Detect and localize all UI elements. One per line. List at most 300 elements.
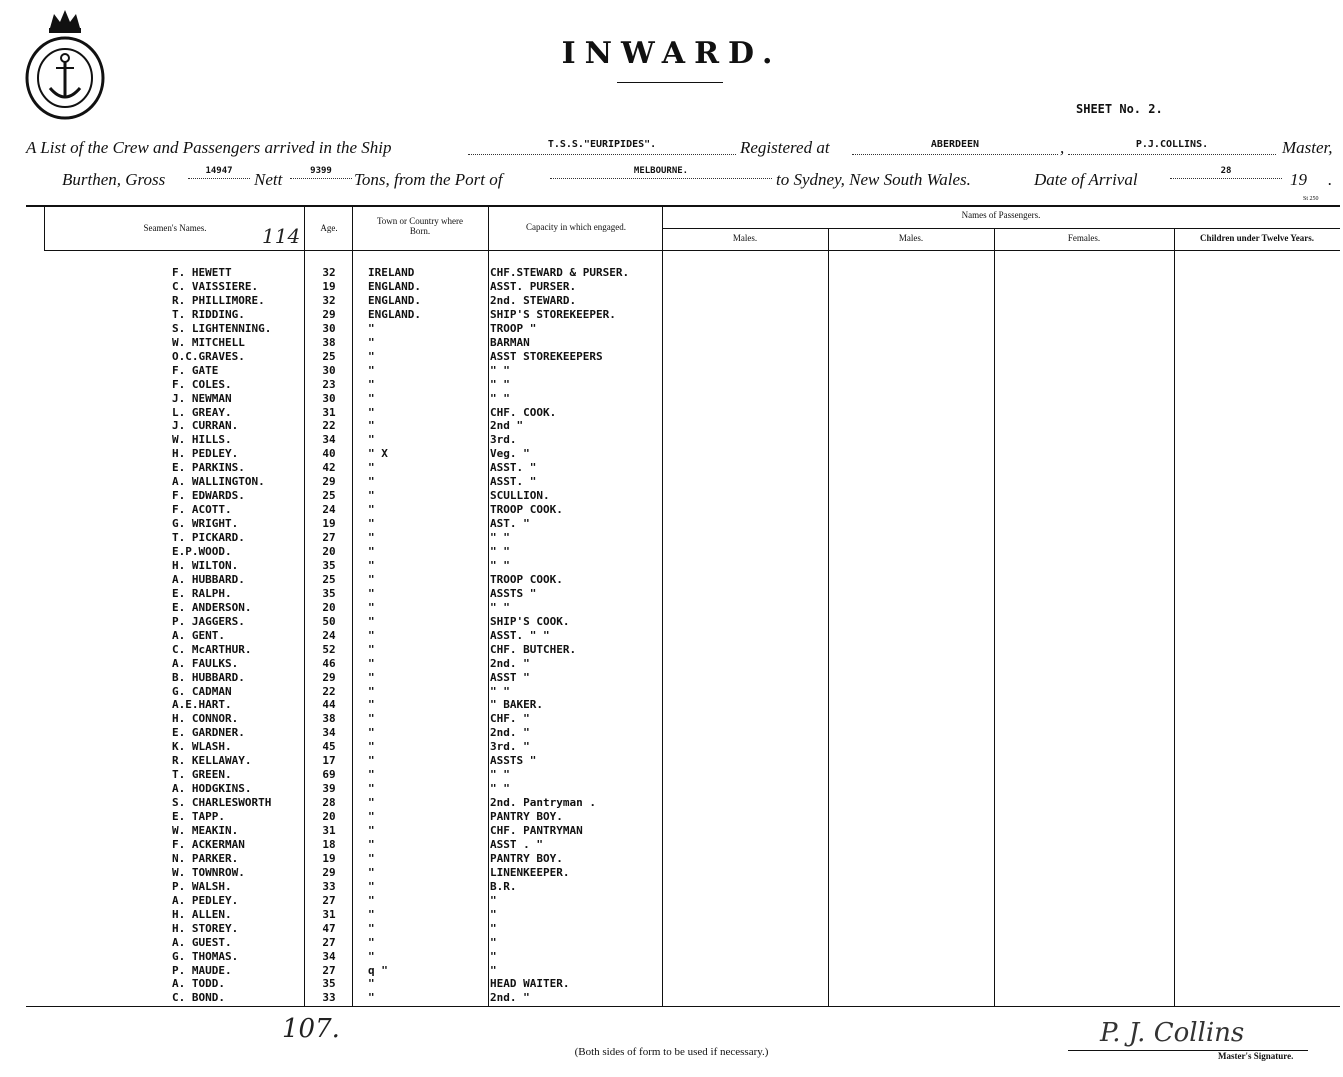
crew-age: 24 [322,628,336,642]
handwritten-count-header: 114 [262,224,301,248]
table-row [0,977,1343,991]
crew-capacity: " " [490,558,510,572]
crew-age: 30 [322,363,336,377]
table-row [0,950,1343,964]
crew-age: 42 [322,461,336,475]
crew-name: W. MITCHELL [172,335,245,349]
registered-label: Registered at [740,138,830,157]
crew-birthplace: " [368,391,375,405]
header-females: Females. [1067,233,1101,243]
crew-name: A. FAULKS. [172,656,239,670]
crew-age: 27 [322,935,336,949]
crew-capacity: Veg. " [490,447,530,461]
crew-capacity: ASST STOREKEEPERS [490,349,603,363]
crew-capacity: ASST . " [490,837,543,851]
table-row [0,852,1343,866]
list-prefix-label: A List of the Crew and Passengers arrived in the Ship [26,138,392,157]
crew-birthplace: " [368,572,375,586]
crew-capacity: " [490,935,497,949]
crew-age: 38 [322,335,336,349]
crew-name: S. CHARLESWORTH [172,796,272,810]
crew-birthplace: " [368,740,375,754]
table-row [0,587,1343,601]
crew-name: A.E.HART. [172,698,232,712]
crew-name: R. PHILLIMORE. [172,293,265,307]
col-divider-left-edge [44,207,45,250]
header-passenger-names: Names of Passengers. [961,210,1041,220]
crew-name: C. McARTHUR. [172,642,252,656]
table-row [0,782,1343,796]
crew-capacity: 2nd. " [490,991,530,1005]
crew-age: 22 [322,419,336,433]
crew-name: W. MEAKIN. [172,824,239,837]
crew-capacity: " " [490,545,510,558]
table-row [0,503,1343,517]
crew-capacity: 2nd. STEWARD. [490,293,577,307]
crew-birthplace: " [368,684,375,698]
crew-birthplace: " [368,754,375,768]
crew-age: 35 [322,977,336,991]
registered-at-field: ABERDEEN [852,138,1058,155]
table-row [0,796,1343,810]
table-row [0,573,1343,587]
crew-birthplace: " [368,782,375,796]
table-row [0,531,1343,545]
crew-birthplace: " [368,531,375,545]
crew-name: A. HODGKINS. [172,782,252,796]
crew-capacity: CHF. COOK. [490,405,557,419]
crew-birthplace: " [368,656,375,670]
crew-name: P. MAUDE. [172,963,232,977]
crew-birthplace: " [368,586,375,600]
table-row [0,559,1343,573]
table-row [0,433,1343,447]
crew-age: 29 [322,865,336,879]
crew-name: F. ACOTT. [172,503,232,517]
crew-age: 47 [322,921,336,935]
crew-age: 31 [322,405,336,419]
crew-age: 69 [322,768,336,782]
form-code: St 250 [1303,196,1319,202]
crew-capacity: " [490,907,497,921]
to-sydney-label: to Sydney, New South Wales. [776,170,971,189]
crew-birthplace: " [368,545,375,558]
crew-name: K. WLASH. [172,740,232,754]
crew-capacity: PANTRY BOY. [490,810,563,824]
crew-age: 39 [322,782,336,796]
crew-capacity: 2nd " [490,419,524,433]
crew-birthplace: " [368,517,375,531]
crew-name: L. GREAY. [172,405,232,419]
crew-name: E. PARKINS. [172,461,245,475]
master-label: Master, [1282,138,1333,157]
crew-name: H. STOREY. [172,921,239,935]
table-row [0,880,1343,894]
crew-capacity: ASST. " [490,461,537,475]
crew-name: R. KELLAWAY. [172,754,252,768]
crew-name: A. PEDLEY. [172,893,239,907]
signature-label: Master's Signature. [1218,1051,1294,1061]
crew-name: F. EDWARDS. [172,489,245,503]
crew-name: A. HUBBARD. [172,572,245,586]
table-row [0,838,1343,852]
crew-capacity: " " [490,531,510,545]
crew-age: 18 [322,837,336,851]
crew-name: E.P.WOOD. [172,545,232,558]
crew-capacity: 3rd. [490,433,517,447]
table-row [0,908,1343,922]
header-age: Age. [320,223,338,233]
date-of-arrival-label: Date of Arrival [1034,170,1138,189]
crew-age: 50 [322,614,336,628]
crew-capacity: " BAKER. [490,698,543,712]
crew-age: 34 [322,726,336,740]
crew-age: 30 [322,391,336,405]
crew-age: 31 [322,824,336,837]
crew-birthplace: " [368,712,375,726]
crew-capacity: " [490,893,497,907]
crew-age: 19 [322,851,336,865]
table-row [0,322,1343,336]
crew-capacity: ASST " [490,670,530,684]
table-row [0,419,1343,433]
crew-age: 33 [322,879,336,893]
table-bottom-rule [26,1006,1340,1007]
crew-birthplace: " [368,907,375,921]
sheet-number: SHEET No. 2. [1076,102,1163,116]
table-row [0,294,1343,308]
crew-capacity: TROOP " [490,321,537,335]
crew-birthplace: " [368,670,375,684]
crew-birthplace: " [368,642,375,656]
crew-name: F. ACKERMAN [172,837,245,851]
master-name-field: P.J.COLLINS. [1068,138,1276,155]
table-row [0,712,1343,726]
handwritten-count-footer: 107. [282,1014,340,1044]
crew-name: H. ALLEN. [172,907,232,921]
crew-birthplace: " [368,503,375,517]
passenger-subheader-rule [662,228,1340,229]
table-row [0,922,1343,936]
table-row [0,447,1343,461]
crew-birthplace: " [368,824,375,837]
gross-tonnage-field: 14947 [188,166,250,179]
crew-capacity: LINENKEEPER. [490,865,570,879]
crew-capacity: " " [490,768,510,782]
crew-capacity: 2nd. Pantryman . [490,796,596,810]
crew-age: 20 [322,810,336,824]
crew-birthplace: " [368,419,375,433]
crew-age: 32 [322,293,336,307]
crew-capacity: ASST. PURSER. [490,279,577,293]
crew-birthplace: " [368,768,375,782]
crew-name: W. TOWNROW. [172,865,245,879]
crew-capacity: CHF. BUTCHER. [490,642,577,656]
crew-birthplace: q " [368,963,388,977]
crew-birthplace: " [368,475,375,489]
crew-birthplace: " [368,949,375,963]
crew-birthplace: " [368,628,375,642]
crew-name: O.C.GRAVES. [172,349,245,363]
crew-age: 28 [322,796,336,810]
crew-capacity: " " [490,782,510,796]
crew-age: 24 [322,503,336,517]
crew-birthplace: " [368,698,375,712]
crew-name: P. WALSH. [172,879,232,893]
table-row [0,601,1343,615]
table-row [0,280,1343,294]
tons-from-port-label: Tons, from the Port of [354,170,503,189]
crew-name: H. WILTON. [172,558,239,572]
crew-age: 33 [322,991,336,1005]
crew-age: 32 [322,266,336,279]
crew-age: 27 [322,893,336,907]
crew-birthplace: " [368,377,375,391]
crew-name: T. PICKARD. [172,531,245,545]
crew-birthplace: " [368,837,375,851]
crew-name: A. GENT. [172,628,225,642]
crew-age: 19 [322,279,336,293]
comma-separator: , [1060,138,1065,157]
crew-capacity: CHF.STEWARD & PURSER. [490,266,630,279]
crew-birthplace: " [368,810,375,824]
crew-age: 25 [322,572,336,586]
crew-birthplace: " [368,879,375,893]
crew-capacity: 3rd. " [490,740,530,754]
crew-age: 34 [322,949,336,963]
crew-age: 30 [322,321,336,335]
crew-age: 25 [322,489,336,503]
table-top-rule [26,205,1340,207]
crew-name: E. RALPH. [172,586,232,600]
crew-age: 27 [322,963,336,977]
table-row [0,768,1343,782]
crew-capacity: AST. " [490,517,530,531]
crew-name: H. PEDLEY. [172,447,239,461]
nett-tonnage-field: 9399 [290,166,352,179]
crew-birthplace: " [368,405,375,419]
crew-name: G. THOMAS. [172,949,239,963]
footer-note: (Both sides of form to be used if necessary.) [574,1046,769,1058]
crew-birthplace: " [368,935,375,949]
burthen-gross-label: Burthen, Gross [62,170,166,189]
table-row [0,364,1343,378]
table-row [0,657,1343,671]
table-row [0,489,1343,503]
table-row [0,894,1343,908]
table-row [0,726,1343,740]
crew-capacity: TROOP COOK. [490,572,563,586]
crew-birthplace: ENGLAND. [368,293,421,307]
crew-name: A. WALLINGTON. [172,475,265,489]
header-seamen-names: Seamen's Names. [143,223,207,233]
crew-age: 35 [322,586,336,600]
crew-age: 29 [322,307,336,321]
crew-name: P. JAGGERS. [172,614,245,628]
crew-capacity: ASST. " [490,475,537,489]
crew-birthplace: " [368,363,375,377]
crew-name: A. TODD. [172,977,225,991]
table-row [0,517,1343,531]
crew-capacity: TROOP COOK. [490,503,563,517]
crew-name: C. BOND. [172,991,225,1005]
crew-age: 46 [322,656,336,670]
table-row [0,378,1343,392]
table-row [0,336,1343,350]
crew-age: 45 [322,740,336,754]
crew-birthplace: " [368,921,375,935]
crew-age: 19 [322,517,336,531]
crew-age: 44 [322,698,336,712]
crew-capacity: SHIP'S COOK. [490,614,570,628]
crew-name: W. HILLS. [172,433,232,447]
header-capacity: Capacity in which engaged. [526,222,626,232]
crew-capacity: " " [490,377,510,391]
table-row [0,350,1343,364]
nett-label: Nett [254,170,283,189]
table-row [0,392,1343,406]
crew-name: S. LIGHTENNING. [172,321,272,335]
crew-capacity: ASSTS " [490,586,537,600]
table-row [0,754,1343,768]
crew-capacity: CHF. " [490,712,530,726]
crew-capacity: 2nd. " [490,726,530,740]
crew-capacity: SHIP'S STOREKEEPER. [490,307,616,321]
table-row [0,308,1343,322]
table-row [0,991,1343,1005]
header-line-1 [0,138,1343,160]
crew-birthplace: ENGLAND. [368,279,421,293]
crew-name: N. PARKER. [172,851,239,865]
crew-capacity: ASST. " " [490,628,550,642]
crew-birthplace: " [368,614,375,628]
crew-name: G. WRIGHT. [172,517,239,531]
table-row [0,406,1343,420]
crew-capacity: " " [490,363,510,377]
crew-birthplace: " [368,461,375,475]
crew-capacity: BARMAN [490,335,530,349]
crew-name: T. GREEN. [172,768,232,782]
crew-birthplace: " X [368,447,388,461]
form-title: INWARD. [561,36,782,71]
crew-birthplace: " [368,433,375,447]
table-row [0,824,1343,838]
crew-name: G. CADMAN [172,684,232,698]
crew-capacity: " " [490,391,510,405]
crew-birthplace: " [368,335,375,349]
crew-birthplace: " [368,851,375,865]
line-end-dot: . [1328,170,1333,189]
crew-age: 38 [322,712,336,726]
table-row [0,936,1343,950]
table-row [0,643,1343,657]
crew-age: 29 [322,670,336,684]
crew-capacity: " [490,949,497,963]
crew-age: 29 [322,475,336,489]
table-row [0,698,1343,712]
crew-name: J. CURRAN. [172,419,239,433]
crew-age: 27 [322,531,336,545]
crew-name: E. GARDNER. [172,726,245,740]
crew-birthplace: " [368,796,375,810]
arrival-year: 19 [1290,170,1307,189]
crew-name: J. NEWMAN [172,391,232,405]
table-row [0,740,1343,754]
crew-age: 17 [322,754,336,768]
crew-name: F. HEWETT [172,266,232,279]
crew-age: 31 [322,907,336,921]
crew-age: 23 [322,377,336,391]
crew-age: 20 [322,600,336,614]
table-row [0,475,1343,489]
table-row [0,685,1343,699]
crew-birthplace: " [368,321,375,335]
crew-birthplace: " [368,977,375,991]
crew-age: 34 [322,433,336,447]
header-line-2 [0,166,1343,192]
table-row [0,629,1343,643]
crew-name: F. COLES. [172,377,232,391]
crew-name: H. CONNOR. [172,712,239,726]
crew-age: 52 [322,642,336,656]
crew-name: T. RIDDING. [172,307,245,321]
crew-birthplace: " [368,349,375,363]
table-row [0,545,1343,559]
crew-name: B. HUBBARD. [172,670,245,684]
crew-capacity: " [490,963,497,977]
crew-name: E. TAPP. [172,810,225,824]
table-row [0,866,1343,880]
table-row [0,266,1343,280]
crew-birthplace: " [368,489,375,503]
crew-birthplace: IRELAND [368,266,415,279]
crew-birthplace: ENGLAND. [368,307,421,321]
crew-name: F. GATE [172,363,219,377]
crew-capacity: B.R. [490,879,517,893]
table-row [0,615,1343,629]
table-row [0,671,1343,685]
departure-port-field: MELBOURNE. [550,166,772,179]
crew-capacity: " " [490,684,510,698]
table-header-bottom-rule [44,250,1340,251]
ship-name-field: T.S.S."EURIPIDES". [468,138,736,155]
crew-age: 40 [322,447,336,461]
crew-capacity: 2nd. " [490,656,530,670]
crew-capacity: " [490,921,497,935]
crew-capacity: " " [490,600,510,614]
crew-capacity: HEAD WAITER. [490,977,570,991]
crew-age: 35 [322,558,336,572]
crew-capacity: CHF. PANTRYMAN [490,824,583,837]
crew-name: C. VAISSIERE. [172,279,259,293]
crew-birthplace: " [368,600,375,614]
crew-birthplace: " [368,558,375,572]
title-underline [617,82,723,83]
crew-age: 20 [322,545,336,558]
crew-birthplace: " [368,893,375,907]
table-row [0,964,1343,978]
table-row [0,461,1343,475]
table-row [0,810,1343,824]
crew-capacity: ASSTS " [490,754,537,768]
crew-name: E. ANDERSON. [172,600,252,614]
crew-capacity: SCULLION. [490,489,550,503]
crew-birthplace: " [368,726,375,740]
crew-age: 22 [322,684,336,698]
arrival-date-field: 28 [1170,166,1282,179]
crew-age: 25 [322,349,336,363]
header-males-1: Males. [732,233,758,243]
